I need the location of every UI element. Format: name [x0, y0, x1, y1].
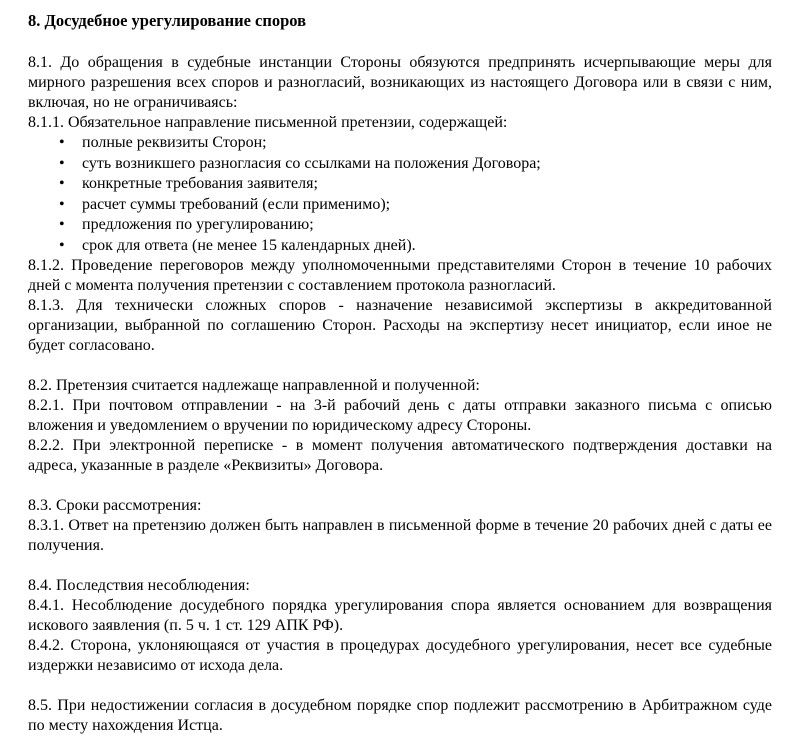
list-item: • предложения по урегулированию;	[28, 215, 772, 236]
list-item: • конкретные требования заявителя;	[28, 174, 772, 195]
clause-8-3-1: 8.3.1. Ответ на претензию должен быть направлен в письменной форме в течение 20 рабочих дней с даты ее получения.	[28, 517, 772, 554]
list-item: • расчет суммы требований (если применимо);	[28, 195, 772, 216]
clause-8-4-2: 8.4.2. Сторона, уклоняющаяся от участия в процедурах досудебного урегулирования, несет все судебные издержки независимо от исхода дела.	[28, 637, 772, 674]
clause-8-1: 8.1. До обращения в судебные инстанции Стороны обязуются предпринять исчерпывающие меры для мирного разрешения всех споров и разногласий, возникающих из настоящего Договора или в связи с ним, включая, но не ограничиваясь:	[28, 54, 772, 111]
clause-8-5: 8.5. При недостижении согласия в досудебном порядке спор подлежит рассмотрению в Арбитражном суде по месту нахождения Истца.	[28, 697, 772, 734]
clause-8-1-3: 8.1.3. Для технически сложных споров - назначение независимой экспертизы в аккредитованной организации, выбранной по соглашению Сторон. Расходы на экспертизу несет инициатор, если иное не будет согласовано.	[28, 297, 772, 354]
clause-8-1-1: 8.1.1. Обязательное направление письменной претензии, содержащей:	[28, 114, 508, 131]
list-item: • срок для ответа (не менее 15 календарных дней).	[28, 236, 772, 257]
list-item: • полные реквизиты Сторон;	[28, 133, 772, 154]
clause-8-2-2: 8.2.2. При электронной переписке - в момент получения автоматического подтверждения доставки на адреса, указанные в разделе «Реквизиты» Договора.	[28, 437, 772, 474]
clause-8-1-2: 8.1.2. Проведение переговоров между уполномоченными представителями Сторон в течение 10 рабочих дней с момента получения претензии с составлением протокола разногласий.	[28, 257, 772, 294]
clause-8-3: 8.3. Сроки рассмотрения:	[28, 497, 202, 514]
list-item: • суть возникшего разногласия со ссылками на положения Договора;	[28, 154, 772, 175]
claim-requirements-list	[28, 133, 772, 256]
clause-8-4: 8.4. Последствия несоблюдения:	[28, 577, 250, 594]
clause-8-4-1: 8.4.1. Несоблюдение досудебного порядка урегулирования спора является основанием для возвращения искового заявления (п. 5 ч. 1 ст. 129 АПК РФ).	[28, 597, 772, 634]
clause-8-2: 8.2. Претензия считается надлежаще направленной и полученной:	[28, 377, 480, 394]
section-heading: 8. Досудебное урегулирование споров	[28, 11, 307, 30]
clause-8-2-1: 8.2.1. При почтовом отправлении - на 3-й рабочий день с даты отправки заказного письма с описью вложения и уведомлением о вручении по юридическому адресу Стороны.	[28, 397, 772, 434]
